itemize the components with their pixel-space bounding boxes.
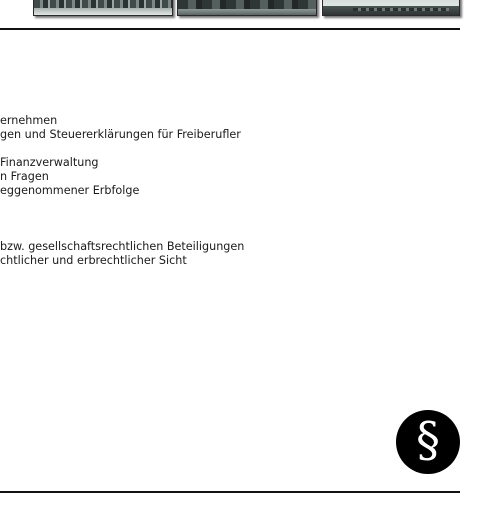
bottom-divider: [0, 491, 460, 493]
services-list: [0, 114, 470, 268]
service-line: n Fragen: [0, 170, 49, 183]
header-photo-strip: [0, 0, 492, 18]
service-line: chtlicher und erbrechtlicher Sicht: [0, 254, 187, 267]
emblem-symbol: §: [416, 412, 440, 468]
header-photo-1: [33, 0, 173, 16]
service-line: ernehmen: [0, 114, 58, 127]
paragraph-section-icon: [396, 410, 460, 474]
service-line: bzw. gesellschaftsrechtlichen Beteiligungen: [0, 240, 245, 253]
top-divider: [0, 28, 460, 30]
service-line: eggenommener Erbfolge: [0, 184, 140, 197]
header-photo-2: [177, 0, 317, 16]
header-photo-3: [322, 0, 460, 16]
service-line: gen und Steuererklärungen für Freiberufler: [0, 128, 241, 141]
service-line: Finanzverwaltung: [0, 156, 99, 169]
